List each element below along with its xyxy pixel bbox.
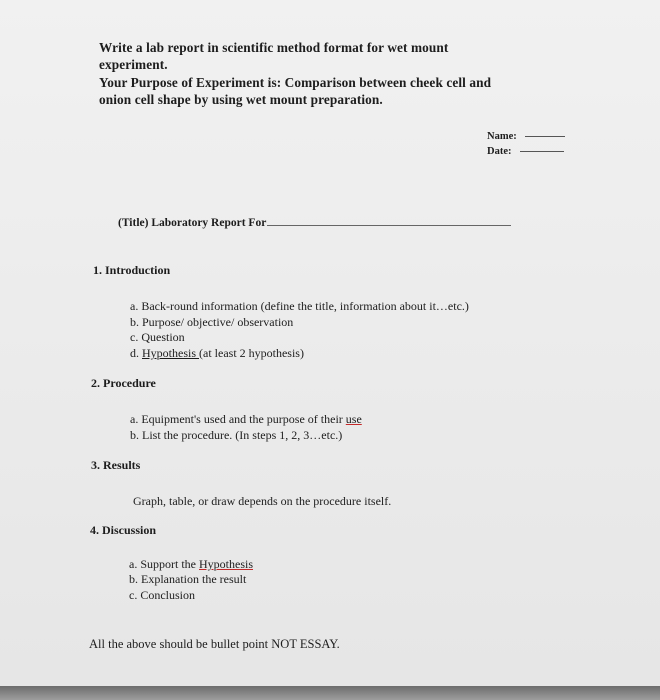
discussion-item-c: c. Conclusion [129, 588, 195, 602]
procedure-item-a-text: a. Equipment's used and the purpose of their [130, 412, 346, 426]
section-procedure-heading: 2. Procedure [91, 376, 156, 390]
intro-item-d-rest: (at least 2 hypothesis) [199, 346, 304, 360]
hypothesis-underlined-red: Hypothesis [199, 557, 253, 571]
discussion-item-a-text: a. Support the [129, 557, 199, 571]
intro-item-c: c. Question [130, 330, 185, 344]
intro-item-a: a. Back-round information (define the title, information about it…etc.) [130, 299, 469, 313]
name-blank-line [525, 136, 565, 137]
name-label: Name: [487, 131, 517, 142]
assignment-line-2: experiment. [99, 57, 168, 72]
results-text: Graph, table, or draw depends on the procedure itself. [133, 494, 392, 508]
title-blank-line [267, 225, 511, 226]
report-title-text: (Title) Laboratory Report For [118, 217, 267, 229]
hypothesis-underlined: Hypothesis [142, 346, 199, 360]
date-field [487, 146, 564, 157]
purpose-line-2: onion cell shape by using wet mount preparation. [99, 92, 383, 107]
section-discussion-heading: 4. Discussion [90, 523, 157, 537]
procedure-item-a [130, 412, 362, 427]
footer-note: All the above should be bullet point NOT ESSAY. [89, 637, 340, 651]
discussion-item-b: b. Explanation the result [129, 572, 247, 586]
name-field [487, 131, 565, 142]
intro-item-d [130, 346, 304, 361]
intro-item-b: b. Purpose/ objective/ observation [130, 315, 294, 329]
date-label: Date: [487, 146, 512, 157]
purpose-line-1: Your Purpose of Experiment is: Comparison between cheek cell and [99, 75, 492, 90]
section-introduction-heading: 1. Introduction [93, 263, 171, 277]
procedure-item-b: b. List the procedure. (In steps 1, 2, 3…etc.) [130, 428, 343, 442]
use-underlined: use [345, 412, 362, 426]
date-blank-line [520, 151, 564, 152]
section-results-heading: 3. Results [91, 458, 141, 472]
assignment-line-1: Write a lab report in scientific method format for wet mount [99, 40, 449, 55]
discussion-item-a [129, 557, 253, 572]
page-bottom-edge [0, 686, 660, 700]
report-title [118, 217, 511, 229]
intro-item-d-prefix: d. [130, 346, 142, 360]
